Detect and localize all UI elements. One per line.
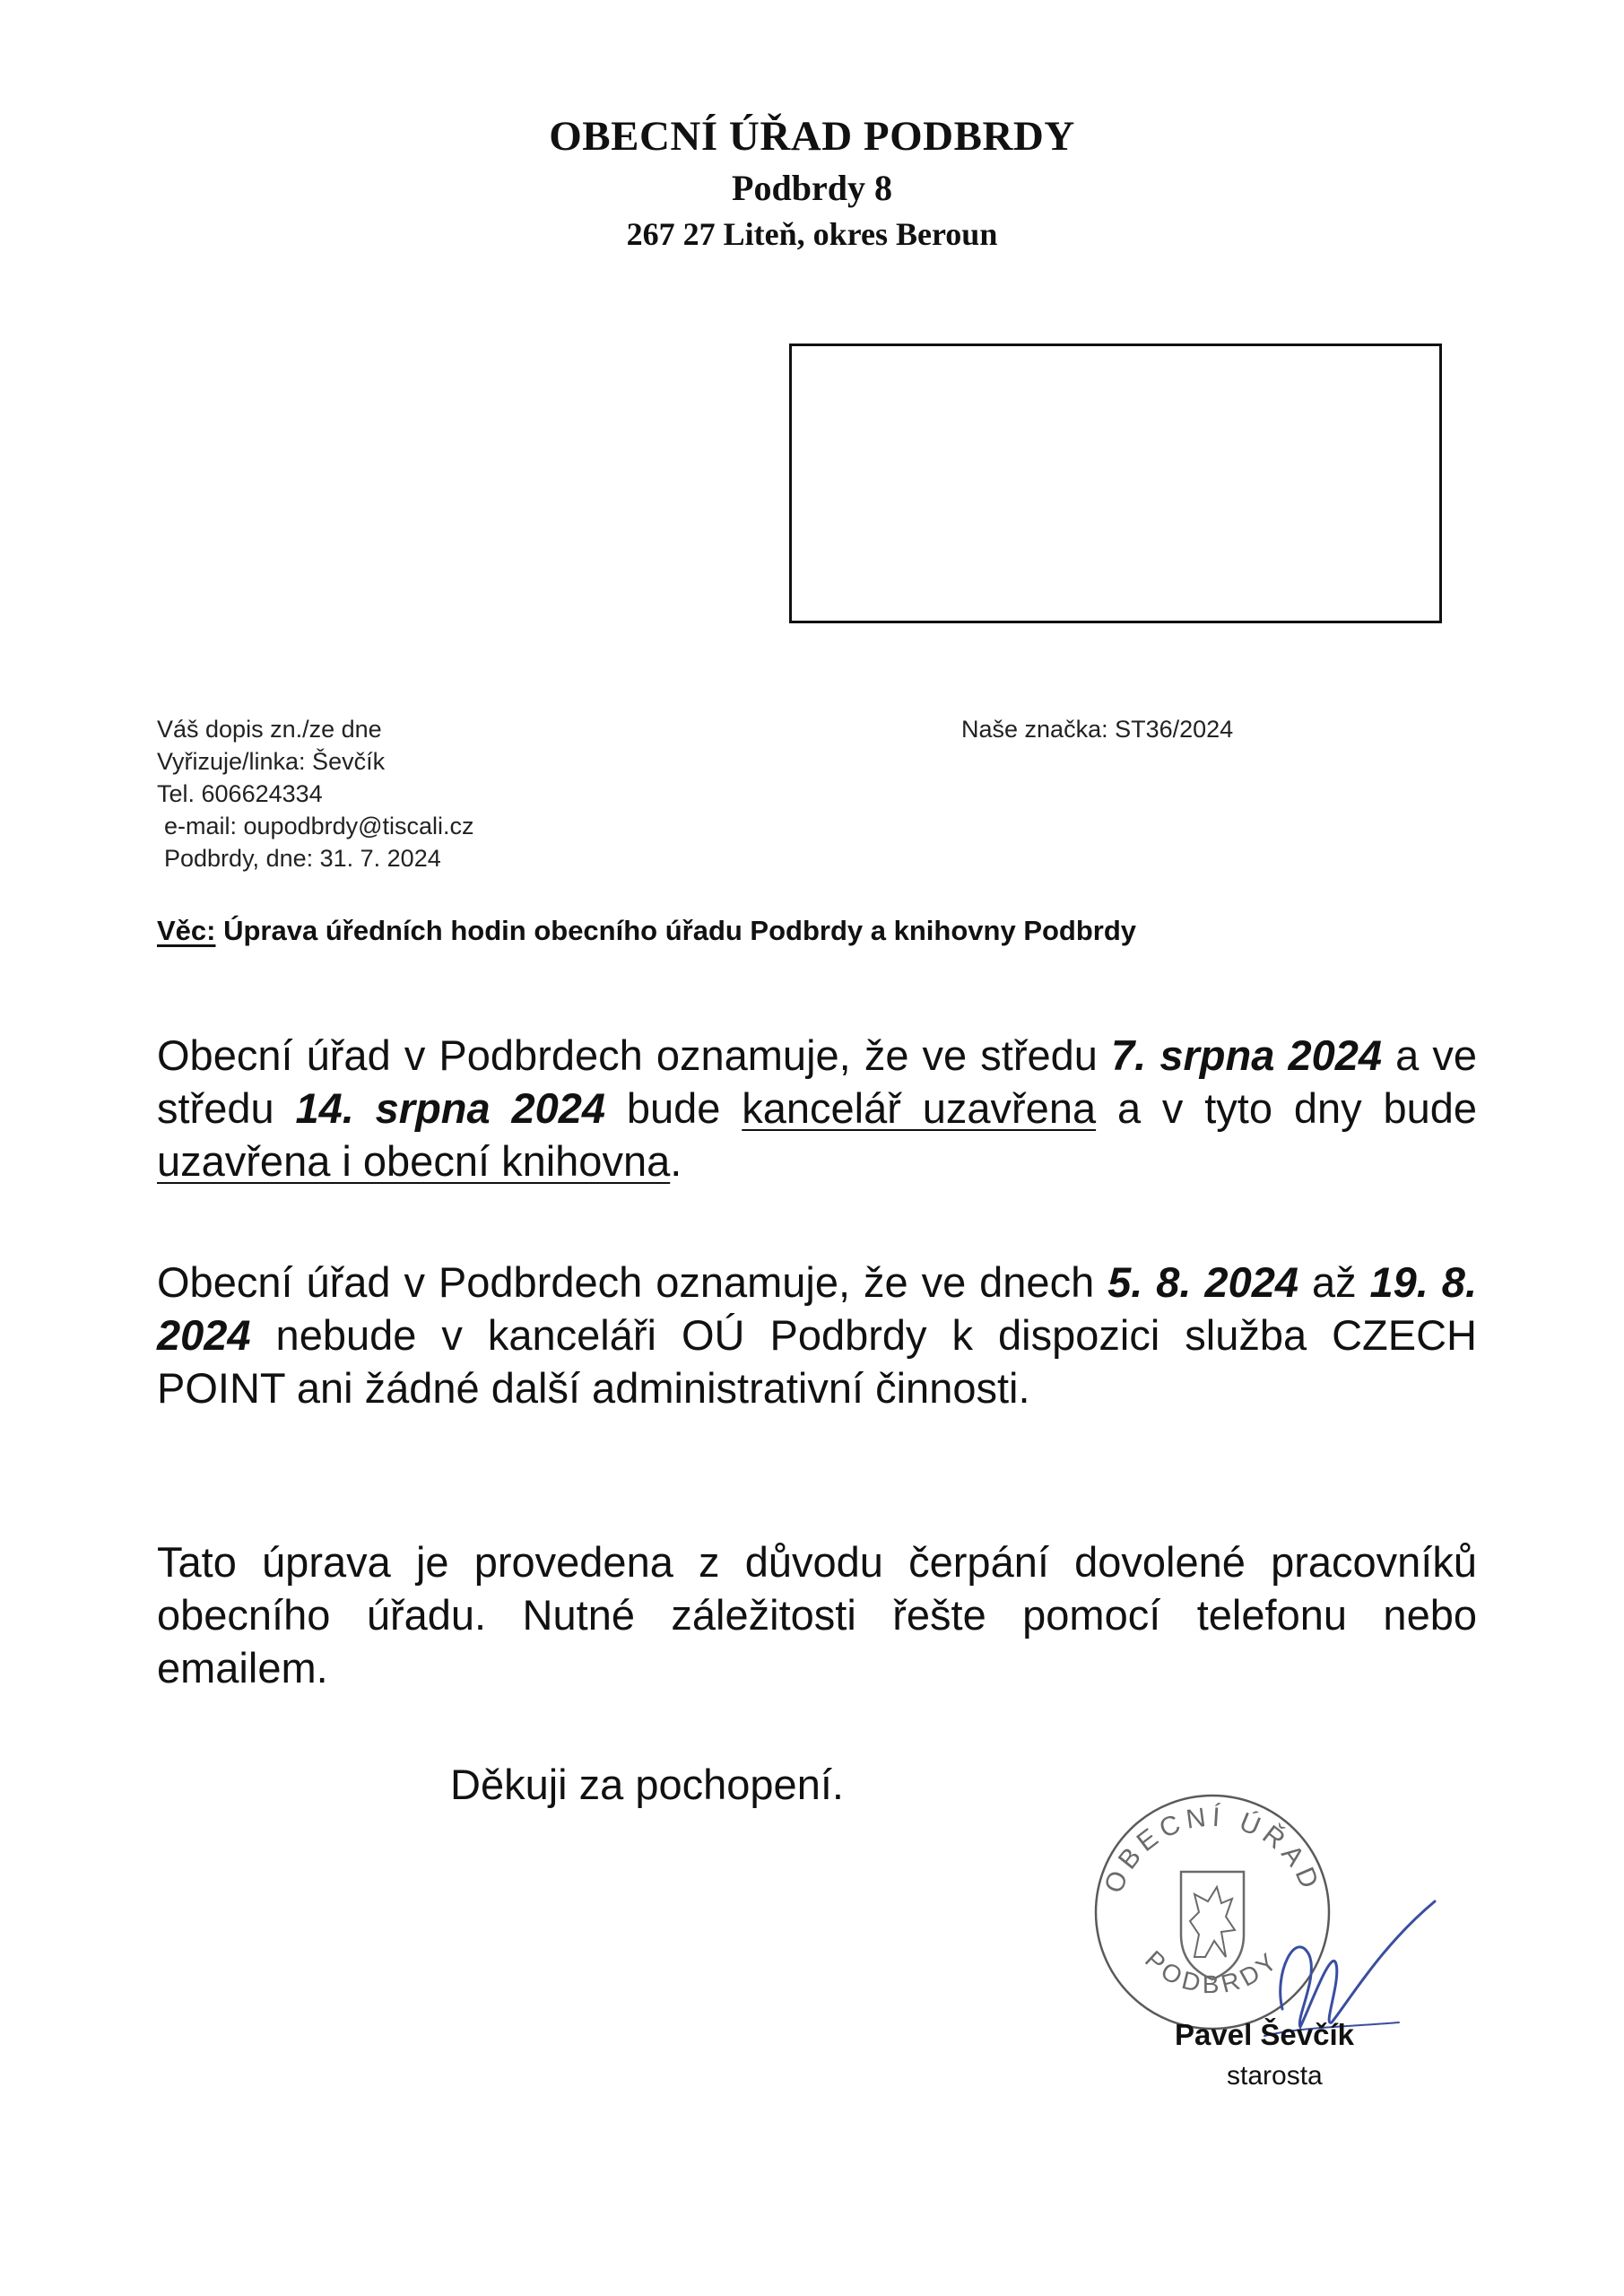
- p1-text-2: a ve středu: [157, 1031, 1478, 1132]
- our-reference: Naše značka: ST36/2024: [961, 716, 1234, 743]
- p1-date-2: 14. srpna 2024: [295, 1084, 606, 1132]
- office-city: 267 27 Liteň, okres Beroun: [626, 216, 998, 252]
- recipient-address-box: [789, 344, 1442, 623]
- p1-library-closed: uzavřena i obecní knihovna: [157, 1137, 671, 1185]
- p1-text-4: a v tyto dny bude: [1096, 1084, 1478, 1132]
- office-street: Podbrdy 8: [732, 168, 892, 208]
- stamp-top-text: OBECNÍ ÚŘAD: [1099, 1802, 1326, 1898]
- subject-line: [157, 915, 1136, 947]
- place-and-date: Podbrdy, dne: 31. 7. 2024: [164, 845, 441, 872]
- handled-by: Vyřizuje/linka: Ševčík: [157, 748, 386, 775]
- p2-text-1: Obecní úřad v Podbrdech oznamuje, že ve dnech: [157, 1258, 1108, 1306]
- p2-date-to: 19. 8. 2024: [157, 1258, 1478, 1359]
- phone-number: Tel. 606624334: [157, 780, 323, 807]
- signer-name: Pavel Ševčík: [1175, 2018, 1354, 2051]
- your-letter-ref: Váš dopis zn./ze dne: [157, 716, 382, 743]
- p1-text-3: bude: [605, 1084, 743, 1132]
- p2-text-3: nebude v kanceláři OÚ Podbrdy k dispozici služba CZECH POINT ani žádné další administrativní činnosti.: [157, 1311, 1477, 1412]
- p1-office-closed: kancelář uzavřena: [742, 1084, 1097, 1132]
- p2-date-from: 5. 8. 2024: [1107, 1258, 1298, 1306]
- email-address: e-mail: oupodbrdy@tiscali.cz: [164, 813, 474, 839]
- paragraph-closure-notice: [157, 1029, 1477, 1187]
- signature-stroke: [1281, 1901, 1435, 2027]
- paragraph-czech-point-notice: [157, 1256, 1477, 1414]
- subject-label: Věc:: [157, 915, 216, 946]
- subject-text: Úprava úředních hodin obecního úřadu Podbrdy a knihovny Podbrdy: [223, 915, 1137, 946]
- p1-date-1: 7. srpna 2024: [1111, 1031, 1383, 1079]
- stamp-bottom-text: PODBRDY: [1140, 1944, 1285, 1999]
- paragraph-reason: Tato úprava je provedena z důvodu čerpání dovolené pracovníků obecního úřadu. Nutné záležitosti řešte pomocí telefonu nebo emailem.: [157, 1538, 1477, 1692]
- lion-emblem-icon: [1190, 1887, 1235, 1957]
- signer-title: starosta: [1227, 2061, 1323, 2091]
- stamp-shield: [1181, 1872, 1244, 1979]
- closing-thanks: Děkuji za pochopení.: [450, 1761, 844, 1808]
- p1-text-5: .: [670, 1137, 682, 1185]
- office-name: OBECNÍ ÚŘAD PODBRDY: [549, 113, 1075, 160]
- p1-text-1: Obecní úřad v Podbrdech oznamuje, že ve středu: [157, 1031, 1112, 1079]
- p2-text-2: až: [1298, 1258, 1370, 1306]
